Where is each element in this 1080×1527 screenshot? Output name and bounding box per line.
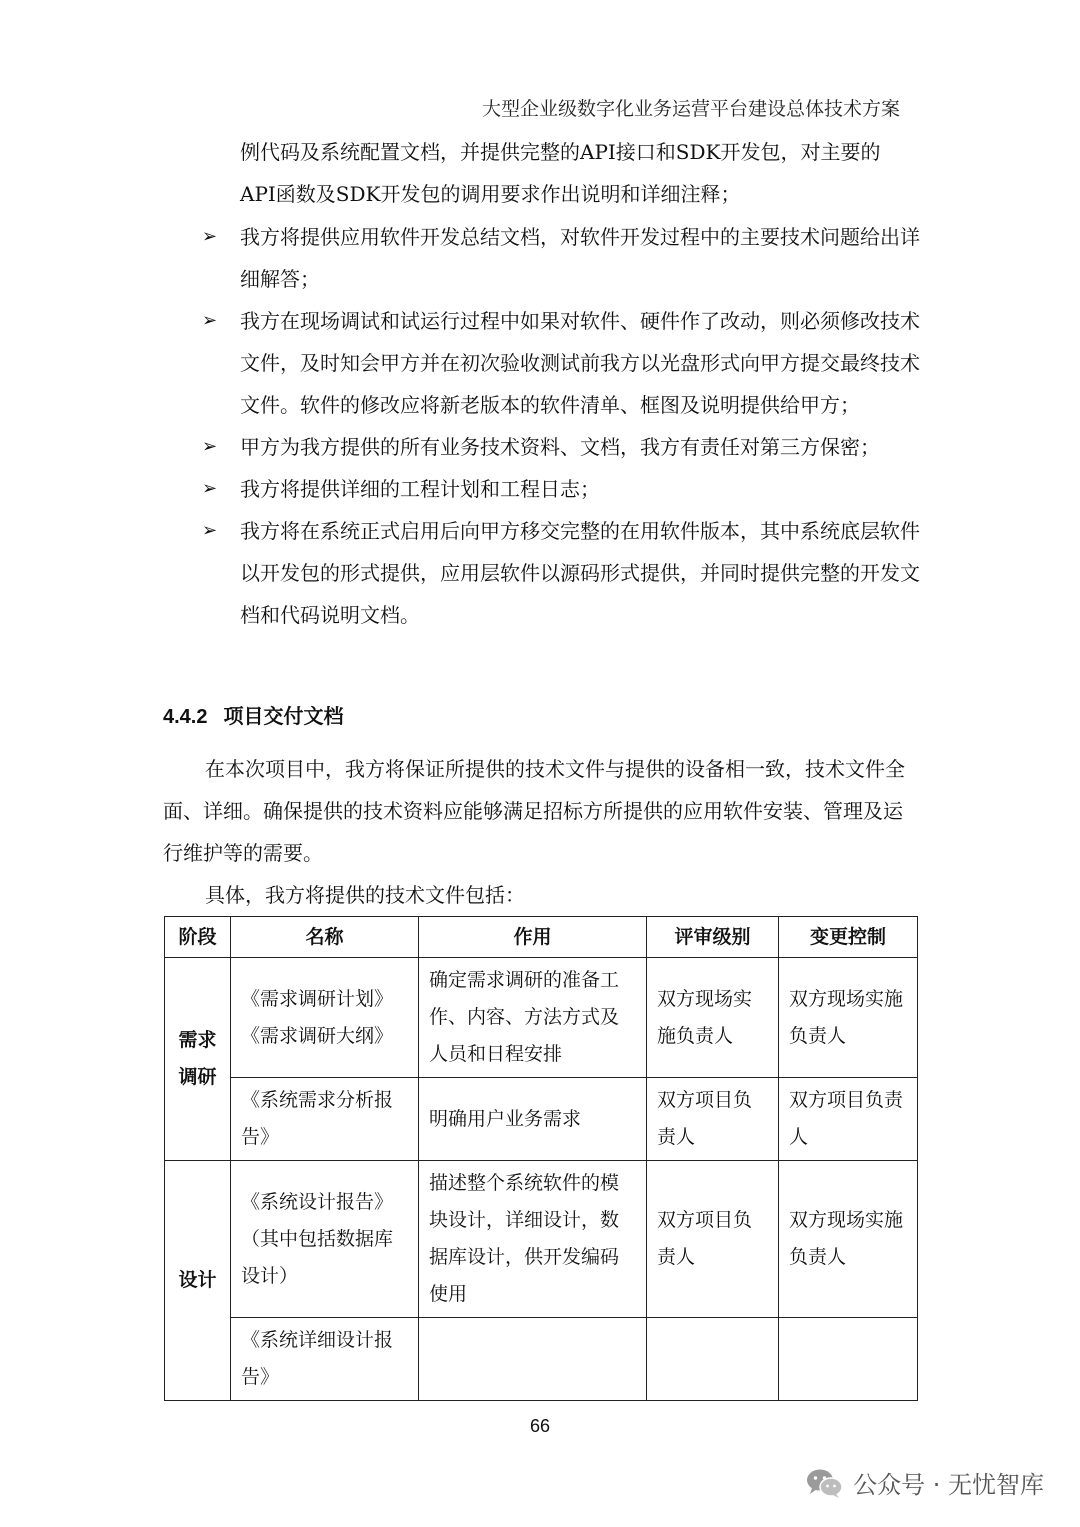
bullet-item: [200, 216, 920, 300]
page-header: 大型企业级数字化业务运营平台建设总体技术方案: [481, 98, 900, 120]
arrow-bullet-icon: ➢: [202, 310, 218, 331]
section-heading: [163, 700, 343, 729]
table-row: [165, 1161, 918, 1318]
stage-cell: 需求调研: [165, 958, 231, 1161]
review-cell: 双方项目负责人: [647, 1078, 779, 1161]
section-title: 项目交付文档: [223, 706, 344, 728]
table-row: [165, 1318, 918, 1401]
bullet-item: [200, 426, 920, 468]
intro-paragraph: 在本次项目中，我方将保证所提供的技术文件与提供的设备相一致，技术文件全面、详细。确保提供的技术资料应能够满足招标方所提供的应用软件安装、管理及运行维护等的需要。: [163, 757, 905, 865]
watermark: [805, 1465, 1044, 1500]
bullet-item: [200, 510, 920, 636]
header-change-control: 变更控制: [779, 917, 918, 958]
header-name: 名称: [231, 917, 419, 958]
table-header-row: [165, 917, 918, 958]
header-purpose: 作用: [419, 917, 647, 958]
purpose-cell: 描述整个系统软件的模块设计，详细设计，数据库设计，供开发编码使用: [419, 1161, 647, 1318]
stage-cell: 设计: [165, 1161, 231, 1401]
deliverables-table: [164, 916, 918, 1401]
review-cell: 双方项目负责人: [647, 1161, 779, 1318]
header-review-level: 评审级别: [647, 917, 779, 958]
page-number: 66: [529, 1416, 551, 1436]
bullet-item: [200, 300, 920, 426]
bullet-item: [200, 468, 920, 510]
watermark-text: 公众号 · 无忧智库: [853, 1471, 1044, 1499]
continuation-line-1: 例代码及系统配置文档，并提供完整的API接口和SDK开发包，对主要的: [240, 140, 881, 164]
purpose-cell: 确定需求调研的准备工作、内容、方法方式及人员和日程安排: [419, 958, 647, 1078]
change-cell: 双方现场实施负责人: [779, 1161, 918, 1318]
name-cell: 《系统设计报告》（其中包括数据库设计）: [231, 1161, 419, 1318]
wechat-icon: [805, 1467, 843, 1499]
continuation-line-2: API函数及SDK开发包的调用要求作出说明和详细注释；: [240, 182, 741, 206]
bullet-text: 甲方为我方提供的所有业务技术资料、文档，我方有责任对第三方保密；: [240, 435, 880, 459]
arrow-bullet-icon: ➢: [202, 478, 218, 499]
arrow-bullet-icon: ➢: [202, 436, 218, 457]
lead-paragraph: 具体，我方将提供的技术文件包括：: [205, 883, 525, 907]
name-cell: 《系统需求分析报告》: [231, 1078, 419, 1161]
bullet-list: [200, 216, 920, 636]
bullet-text: 我方将提供应用软件开发总结文档，对软件开发过程中的主要技术问题给出详细解答；: [240, 225, 920, 291]
header-stage: 阶段: [165, 917, 231, 958]
bullet-text: 我方将在系统正式启用后向甲方移交完整的在用软件版本，其中系统底层软件以开发包的形式提供，应用层软件以源码形式提供，并同时提供完整的开发文档和代码说明文档。: [240, 519, 920, 627]
table-row: [165, 958, 918, 1078]
change-cell: [779, 1318, 918, 1401]
review-cell: [647, 1318, 779, 1401]
bullet-text: 我方在现场调试和试运行过程中如果对软件、硬件作了改动，则必须修改技术文件，及时知会甲方并在初次验收测试前我方以光盘形式向甲方提交最终技术文件。软件的修改应将新老版本的软件清单、框图及说明提供给甲方；: [240, 309, 920, 417]
change-cell: 双方项目负责人: [779, 1078, 918, 1161]
arrow-bullet-icon: ➢: [202, 520, 218, 541]
purpose-cell: 明确用户业务需求: [419, 1078, 647, 1161]
arrow-bullet-icon: ➢: [202, 226, 218, 247]
section-number: 4.4.2: [163, 706, 208, 728]
name-cell: 《需求调研计划》《需求调研大纲》: [231, 958, 419, 1078]
purpose-cell: [419, 1318, 647, 1401]
bullet-text: 我方将提供详细的工程计划和工程日志；: [240, 477, 600, 501]
review-cell: 双方现场实施负责人: [647, 958, 779, 1078]
name-cell: 《系统详细设计报告》: [231, 1318, 419, 1401]
table-row: [165, 1078, 918, 1161]
change-cell: 双方现场实施负责人: [779, 958, 918, 1078]
